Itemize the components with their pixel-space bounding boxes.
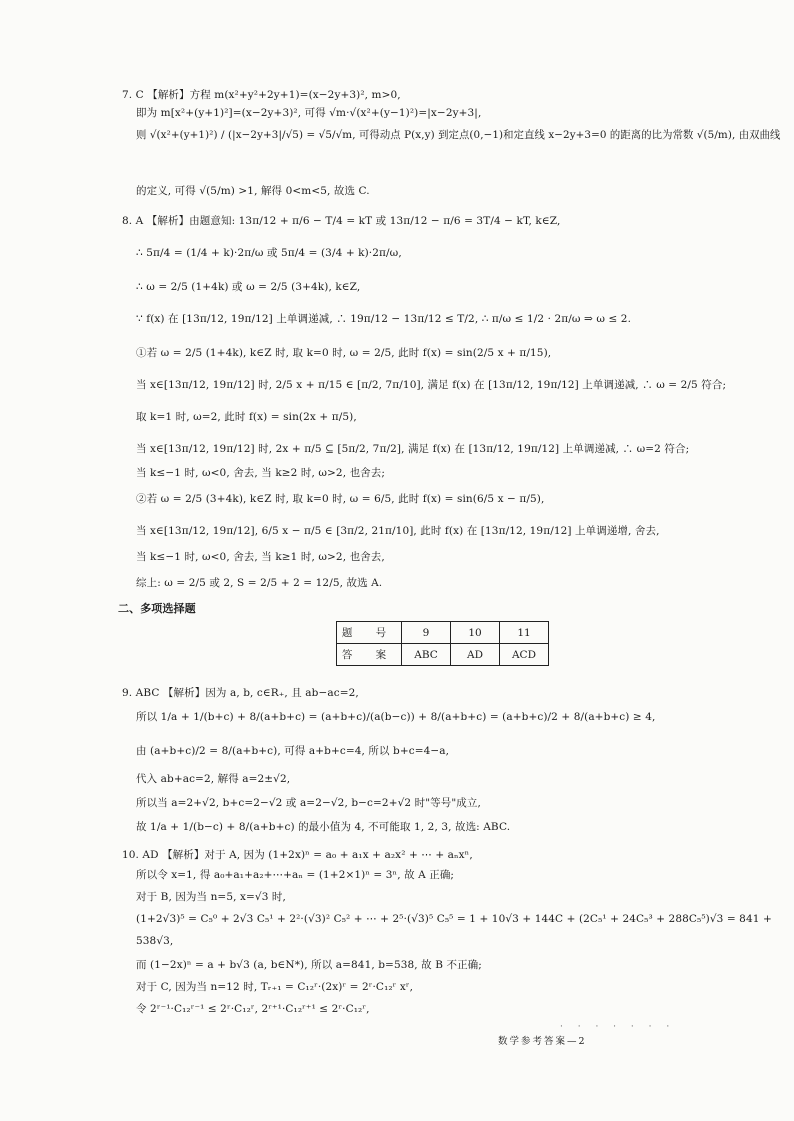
solution-line: 538√3, bbox=[136, 935, 174, 947]
solution-line: ∵ f(x) 在 [13π/12, 19π/12] 上单调递减, ∴ 19π/12 − 13π/12 ≤ T/2, ∴ π/ω ≤ 1/2 · 2π/ω ⇒ ω ≤ 2. bbox=[136, 313, 632, 325]
table-answer-11: ACD bbox=[500, 644, 549, 666]
answer-table-answer-row bbox=[337, 644, 549, 666]
solution-line: 综上: ω = 2/5 或 2, S = 2/5 + 2 = 12/5, 故选 A. bbox=[136, 577, 383, 589]
solution-line: 故 1/a + 1/(b−c) + 8/(a+b+c) 的最小值为 4, 不可能取 1, 2, 3, 故选: ABC. bbox=[136, 821, 511, 833]
solution-line: 则 √(x²+(y+1)²) / (|x−2y+3|/√5) = √5/√m, 可得动点 P(x,y) 到定点(0,−1)和定直线 x−2y+3=0 的距离的比为常数 √(5/m), 由双曲线 bbox=[136, 129, 781, 141]
solution-line: 所以 1/a + 1/(b+c) + 8/(a+b+c) = (a+b+c)/(a(b−c)) + 8/(a+b+c) = (a+b+c)/2 + 8/(a+b+c) ≥ 4, bbox=[136, 711, 656, 723]
table-number-10: 10 bbox=[451, 622, 500, 644]
solution-line: 对于 B, 因为当 n=5, x=√3 时, bbox=[136, 891, 286, 903]
solution-line: ∴ 5π/4 = (1/4 + k)·2π/ω 或 5π/4 = (3/4 + k)·2π/ω, bbox=[136, 247, 402, 259]
solution-line: (1+2√3)⁵ = C₅⁰ + 2√3 C₅¹ + 2²·(√3)² C₅² + ⋯ + 2⁵·(√3)⁵ C₅⁵ = 1 + 10√3 + 144C + (2C₅¹ + 24C₅³ + 288C₅⁵)√3 = 841 + bbox=[136, 913, 772, 925]
solution-line: 对于 C, 因为当 n=12 时, Tᵣ₊₁ = C₁₂ʳ·(2x)ʳ = 2ʳ·C₁₂ʳ xʳ, bbox=[136, 981, 414, 993]
solution-line: 10. AD 【解析】对于 A, 因为 (1+2x)ⁿ = a₀ + a₁x + a₂x² + ⋯ + aₙxⁿ, bbox=[122, 849, 473, 861]
solution-line: 7. C 【解析】方程 m(x²+y²+2y+1)=(x−2y+3)², m>0, bbox=[122, 89, 401, 101]
solution-line: 当 x∈[13π/12, 19π/12] 时, 2x + π/5 ⊆ [5π/2, 7π/2], 满足 f(x) 在 [13π/12, 19π/12] 上单调递减, ∴ ω=2 符合; bbox=[136, 443, 690, 455]
solution-line: 8. A 【解析】由题意知: 13π/12 + π/6 − T/4 = kT 或 13π/12 − π/6 = 3T/4 − kT, k∈Z, bbox=[122, 215, 561, 227]
table-number-9: 9 bbox=[402, 622, 451, 644]
solution-line: 当 x∈[13π/12, 19π/12] 时, 2/5 x + π/15 ∈ [π/2, 7π/10], 满足 f(x) 在 [13π/12, 19π/12] 上单调递减, ∴ ω = 2/5 符合; bbox=[136, 379, 727, 391]
solution-line: 所以当 a=2+√2, b+c=2−√2 或 a=2−√2, b−c=2+√2 时"等号"成立, bbox=[136, 797, 481, 809]
section-heading: 二、多项选择题 bbox=[118, 602, 196, 615]
solution-line: 而 (1−2x)ⁿ = a + b√3 (a, b∈N*), 所以 a=841, b=538, 故 B 不正确; bbox=[136, 959, 482, 971]
scan-noise: · · · · · · · bbox=[560, 1022, 676, 1032]
table-answer-10: AD bbox=[451, 644, 500, 666]
solution-line: 当 x∈[13π/12, 19π/12], 6/5 x − π/5 ∈ [3π/2, 21π/10], 此时 f(x) 在 [13π/12, 19π/12] 上单调递增, 舍去, bbox=[136, 525, 660, 537]
answer-table-header-row bbox=[337, 622, 549, 644]
solution-line: 令 2ʳ⁻¹·C₁₂ʳ⁻¹ ≤ 2ʳ·C₁₂ʳ, 2ʳ⁺¹·C₁₂ʳ⁺¹ ≤ 2ʳ·C₁₂ʳ, bbox=[136, 1003, 370, 1015]
answer-table bbox=[336, 621, 549, 666]
solution-line: 的定义, 可得 √(5/m) >1, 解得 0<m<5, 故选 C. bbox=[136, 185, 370, 197]
solution-line: 取 k=1 时, ω=2, 此时 f(x) = sin(2x + π/5), bbox=[136, 411, 357, 423]
solution-line: ②若 ω = 2/5 (3+4k), k∈Z 时, 取 k=0 时, ω = 6/5, 此时 f(x) = sin(6/5 x − π/5), bbox=[136, 493, 545, 505]
solution-line: 即为 m[x²+(y+1)²]=(x−2y+3)², 可得 √m·√(x²+(y−1)²)=|x−2y+3|, bbox=[136, 107, 482, 119]
solution-line: 当 k≤−1 时, ω<0, 舍去, 当 k≥2 时, ω>2, 也舍去; bbox=[136, 467, 386, 479]
solution-line: 9. ABC 【解析】因为 a, b, c∈R₊, 且 ab−ac=2, bbox=[122, 687, 359, 699]
table-number-11: 11 bbox=[500, 622, 549, 644]
table-answer-9: ABC bbox=[402, 644, 451, 666]
solution-line: ∴ ω = 2/5 (1+4k) 或 ω = 2/5 (3+4k), k∈Z, bbox=[136, 281, 361, 293]
solution-line: 当 k≤−1 时, ω<0, 舍去, 当 k≥1 时, ω>2, 也舍去, bbox=[136, 551, 385, 563]
solution-line: ①若 ω = 2/5 (1+4k), k∈Z 时, 取 k=0 时, ω = 2/5, 此时 f(x) = sin(2/5 x + π/15), bbox=[136, 347, 552, 359]
solution-line: 所以令 x=1, 得 a₀+a₁+a₂+⋯+aₙ = (1+2×1)ⁿ = 3ⁿ, 故 A 正确; bbox=[136, 869, 455, 881]
page-footer: 数学参考答案—2 bbox=[498, 1036, 587, 1047]
table-answer-label: 答 案 bbox=[337, 644, 402, 666]
solution-line: 由 (a+b+c)/2 = 8/(a+b+c), 可得 a+b+c=4, 所以 b+c=4−a, bbox=[136, 745, 450, 757]
solution-line: 代入 ab+ac=2, 解得 a=2±√2, bbox=[136, 773, 291, 785]
table-header-label: 题 号 bbox=[337, 622, 402, 644]
